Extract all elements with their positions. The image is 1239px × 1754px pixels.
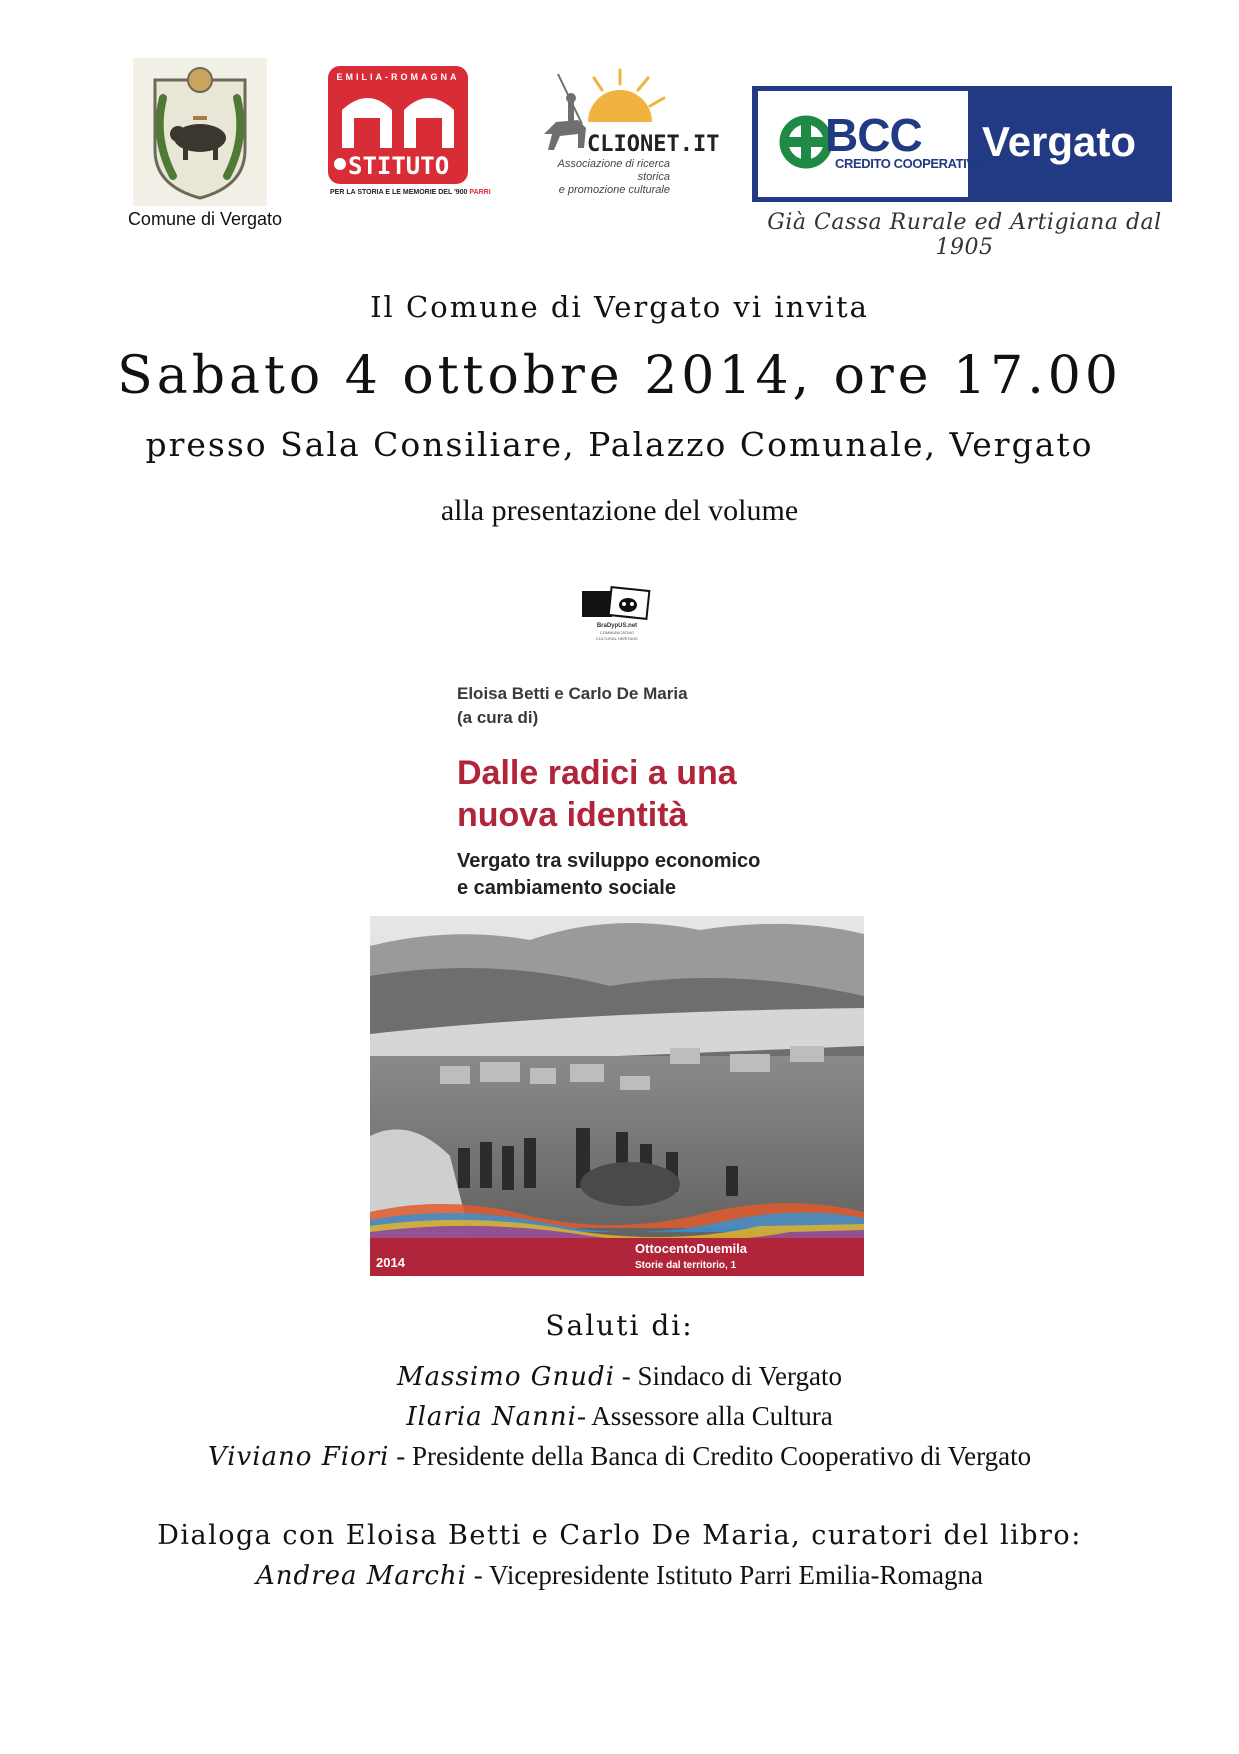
publisher-name: BraDypUS.net: [596, 623, 638, 629]
book-editor-note: (a cura di): [457, 708, 539, 727]
greeting-role: Sindaco di Vergato: [637, 1361, 842, 1391]
book-cover-photo: [370, 916, 864, 1276]
greeting-separator: -: [614, 1361, 638, 1391]
book-series-name: OttocentoDuemila: [635, 1241, 747, 1256]
greeting-role: Assessore alla Cultura: [591, 1401, 833, 1431]
presentation-line: alla presentazione del volume: [440, 494, 799, 527]
bcc-subtitle: CREDITO COOPERATIVO: [835, 156, 985, 171]
book-subtitle-line1: Vergato tra sviluppo economico: [457, 850, 761, 872]
book-series: [635, 1240, 747, 1274]
book-subtitle: [457, 848, 760, 902]
publisher-tagline-2: CULTURAL HERITAGE: [596, 636, 638, 641]
moderator-name: Andrea Marchi: [256, 1561, 467, 1591]
istituto-sub-text: PER LA STORIA E LE MEMORIE DEL '900 PARRI: [330, 189, 491, 196]
greeting-item: [0, 1401, 1239, 1432]
greeting-name: Massimo Gnudi: [397, 1362, 615, 1392]
clionet-subtitle: [548, 158, 670, 197]
book-year: 2014: [376, 1255, 405, 1270]
moderator-role: Vicepresidente Istituto Parri Emilia-Romagna: [488, 1560, 983, 1590]
greeting-item: [0, 1441, 1239, 1472]
greeting-name: Ilaria Nanni: [406, 1402, 577, 1432]
istituto-name-text: STITUTO: [348, 152, 450, 180]
event-date: Sabato 4 ottobre 2014, ore 17.00: [117, 346, 1122, 406]
book-authors: [457, 682, 688, 730]
book-title-line1: Dalle radici a una: [457, 754, 737, 792]
dialogue-heading: Dialoga con Eloisa Betti e Carlo De Maria, curatori del libro:: [157, 1520, 1082, 1551]
greeting-separator: -: [576, 1401, 592, 1431]
book-title-line2: nuova identità: [457, 796, 688, 834]
greeting-name: Viviano Fiori: [207, 1442, 390, 1472]
bcc-name: BCC: [825, 109, 922, 161]
bcc-cross-icon: [776, 112, 832, 172]
dialogue-moderator: [0, 1560, 1239, 1591]
book-authors-names: Eloisa Betti e Carlo De Maria: [457, 684, 688, 703]
greeting-item: [0, 1361, 1239, 1392]
publisher-tagline-1: COMMUNICATING: [599, 630, 635, 635]
istituto-region-text: EMILIA-ROMAGNA: [336, 72, 460, 82]
greetings-heading: Saluti di:: [545, 1309, 694, 1342]
greeting-role: Presidente della Banca di Credito Cooperativo di Vergato: [411, 1441, 1032, 1471]
clionet-subtitle-line1: Associazione di ricerca storica: [557, 158, 670, 183]
event-venue: presso Sala Consiliare, Palazzo Comunale, Vergato: [145, 425, 1094, 464]
invitation-line: Il Comune di Vergato vi invita: [370, 290, 869, 324]
comune-caption: Comune di Vergato: [127, 209, 283, 229]
bradypus-publisher-logo: [580, 585, 654, 643]
clionet-name: CLIONET.IT: [587, 132, 720, 157]
book-title: [457, 752, 737, 836]
greeting-separator: -: [389, 1441, 412, 1471]
moderator-separator: -: [466, 1560, 489, 1590]
clionet-subtitle-line2: e promozione culturale: [558, 184, 670, 196]
book-series-subtitle: Storie dal territorio, 1: [635, 1260, 737, 1271]
book-subtitle-line2: e cambiamento sociale: [457, 877, 676, 899]
comune-coat-of-arms-logo: [133, 58, 267, 206]
bcc-tagline: Già Cassa Rurale ed Artigiana dal 1905: [767, 210, 1162, 260]
istituto-parri-logo: [328, 66, 491, 198]
bcc-town: Vergato: [982, 118, 1137, 165]
